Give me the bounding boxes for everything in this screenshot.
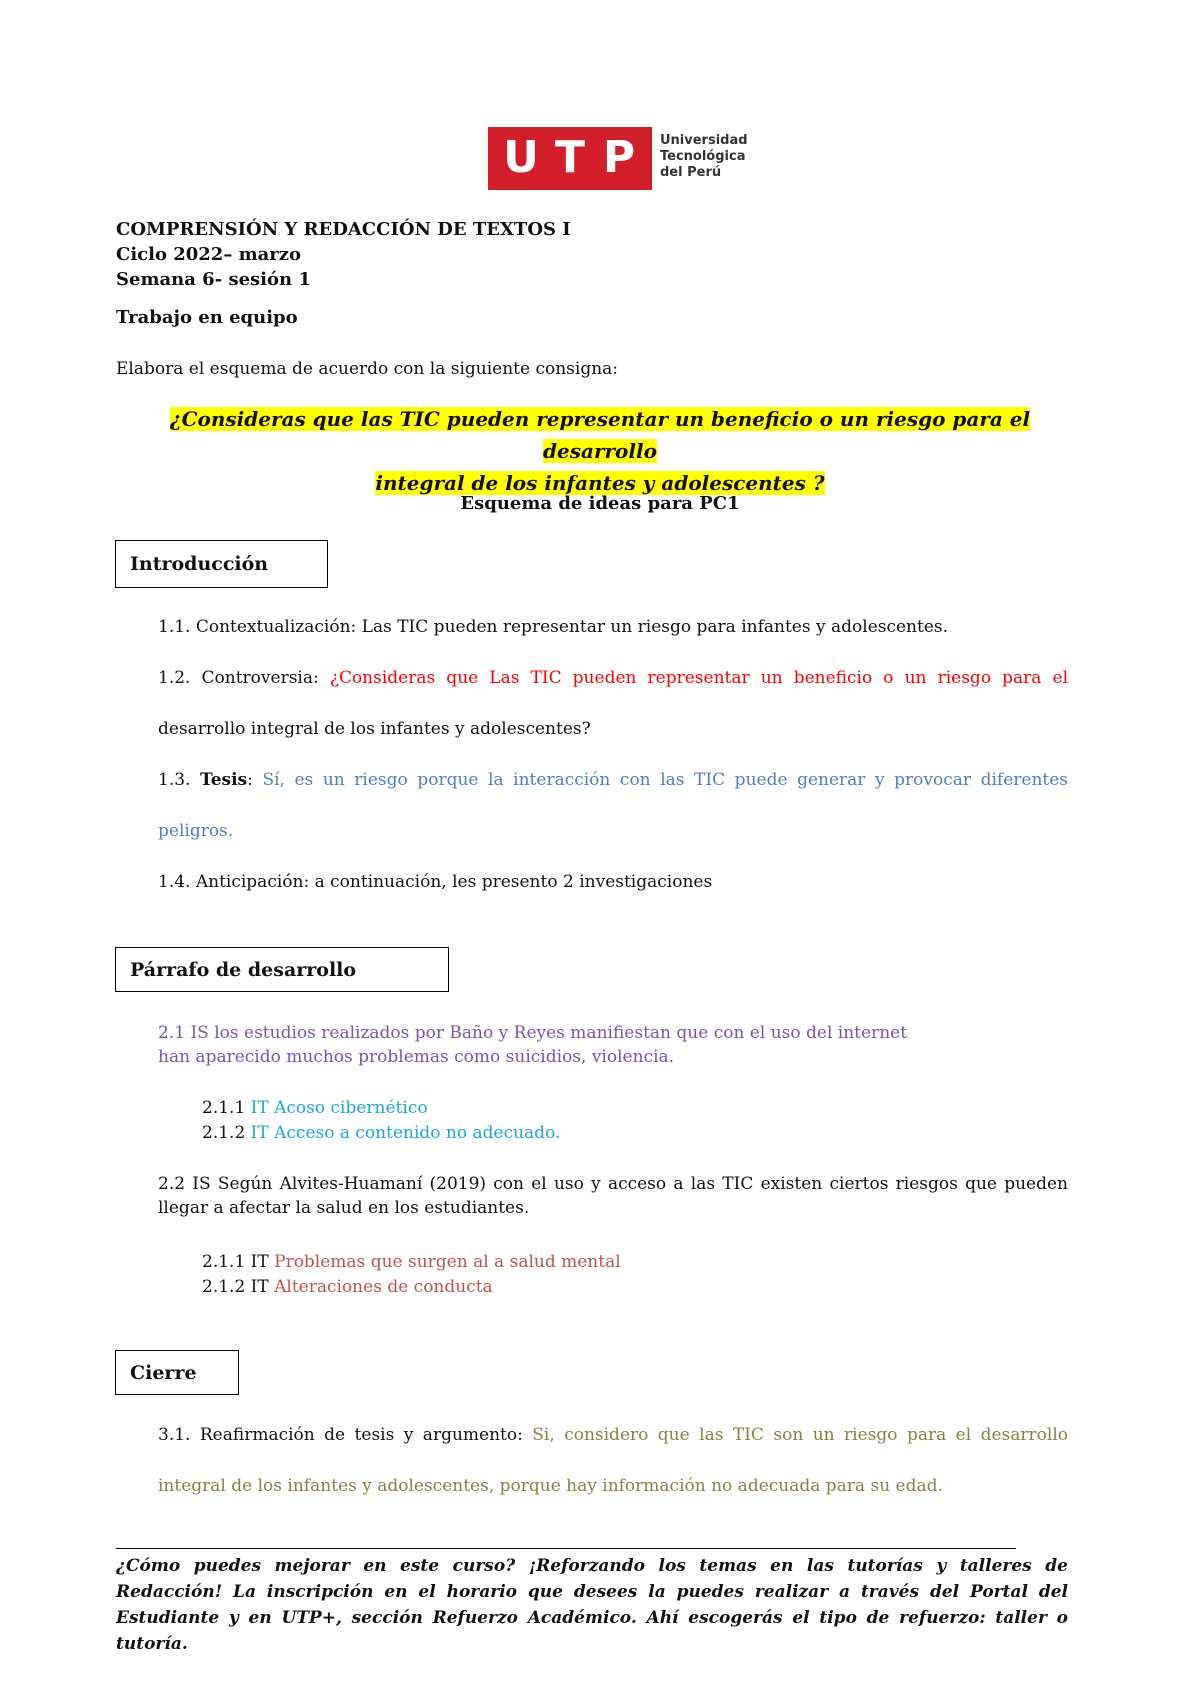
closing-item-label: 3.1. Reafirmación de tesis y argumento: — [158, 1425, 533, 1445]
intro-item-4: 1.4. Anticipación: a continuación, les presento 2 investigaciones — [158, 872, 713, 892]
prompt-question — [116, 403, 1084, 499]
scheme-title: Esquema de ideas para PC1 — [460, 493, 740, 514]
cycle-label: Ciclo 2022– marzo — [116, 244, 302, 265]
intro-item-3-colon: : — [247, 770, 263, 790]
logo-line-1: Universidad — [660, 133, 748, 148]
intro-item-3 — [158, 768, 1068, 792]
week-label: Semana 6- sesión 1 — [116, 269, 311, 290]
utp-logo — [488, 127, 748, 190]
intro-item-1: 1.1. Contextualización: Las TIC pueden representar un riesgo para infantes y adolescentes. — [158, 617, 949, 637]
section-heading-development: Párrafo de desarrollo — [115, 947, 449, 992]
dev-2-2-2-num: 2.1.2 IT — [202, 1277, 275, 1297]
question-line-1: ¿Consideras que las TIC pueden representar un beneficio o un riesgo para el desarrollo — [169, 407, 1031, 463]
course-title: COMPRENSIÓN Y REDACCIÓN DE TEXTOS I — [116, 219, 571, 240]
thesis-text: Sí, es un riesgo porque la interacción con las TIC puede generar y provocar diferentes — [262, 770, 1069, 790]
thesis-label: Tesis — [200, 770, 248, 790]
logo-line-3: del Perú — [660, 165, 722, 180]
intro-item-2-text: ¿Consideras que Las TIC pueden representar un beneficio o un riesgo para el — [329, 668, 1069, 688]
intro-item-3-num: 1.3. — [158, 770, 201, 790]
intro-item-2-label: 1.2. Controversia: — [158, 668, 330, 688]
section-heading-intro: Introducción — [115, 540, 328, 588]
dev-2-1-1-text: IT Acoso cibernético — [250, 1098, 428, 1118]
question-line-2: integral de los infantes y adolescentes ? — [375, 471, 825, 495]
logo-line-2: Tecnológica — [660, 149, 746, 164]
dev-2-2-2 — [202, 1275, 493, 1299]
dev-2-2-2-text: Alteraciones de conducta — [274, 1277, 493, 1297]
intro-item-2-cont: desarrollo integral de los infantes y adolescentes? — [158, 719, 591, 739]
dev-2-1-line-2: han aparecido muchos problemas como suicidios, violencia. — [158, 1047, 675, 1067]
team-label: Trabajo en equipo — [116, 307, 298, 328]
logo-letter-u: U — [503, 132, 539, 183]
instruction-text: Elabora el esquema de acuerdo con la siguiente consigna: — [116, 359, 619, 379]
footer-note: ¿Cómo puedes mejorar en este curso? ¡Reforzando los temas en las tutorías y talleres de Redacción! La inscripción en el horario que desees la puedes realizar a través del Portal del Estudiante y en UTP+, sección Refuerzo Académico. Ahí escogerás el tipo de refuerzo: taller o tutoría. — [116, 1556, 1068, 1654]
closing-item-cont: integral de los infantes y adolescentes, porque hay información no adecuada para su edad. — [158, 1476, 943, 1496]
logo-letter-p: P — [602, 132, 636, 183]
dev-2-1-2 — [202, 1121, 560, 1145]
dev-2-1-line-1: 2.1 IS los estudios realizados por Baño y Reyes manifiestan que con el uso del internet — [158, 1023, 908, 1043]
logo-text — [660, 133, 748, 181]
logo-red-block — [488, 127, 652, 190]
dev-2-2: 2.2 IS Según Alvites-Huamaní (2019) con el uso y acceso a las TIC existen ciertos riesgos que pueden llegar a afectar la salud en los estudiantes. — [158, 1174, 1068, 1218]
thesis-text-cont: peligros. — [158, 821, 234, 841]
dev-2-1-2-num: 2.1.2 — [202, 1123, 251, 1143]
dev-2-1-2-text: IT Acceso a contenido no adecuado. — [250, 1123, 561, 1143]
footer-divider — [116, 1548, 1016, 1549]
dev-2-2-1-num: 2.1.1 IT — [202, 1252, 275, 1272]
closing-item — [158, 1423, 1068, 1447]
logo-letter-t: T — [554, 132, 585, 183]
dev-2-2-1 — [202, 1250, 621, 1274]
section-heading-closing: Cierre — [115, 1350, 239, 1395]
dev-2-1-1 — [202, 1096, 428, 1120]
intro-item-2 — [158, 666, 1068, 690]
closing-item-text: Si, considero que las TIC son un riesgo para el desarrollo — [532, 1425, 1068, 1445]
dev-2-1-1-num: 2.1.1 — [202, 1098, 251, 1118]
dev-2-2-1-text: Problemas que surgen al a salud mental — [274, 1252, 621, 1272]
